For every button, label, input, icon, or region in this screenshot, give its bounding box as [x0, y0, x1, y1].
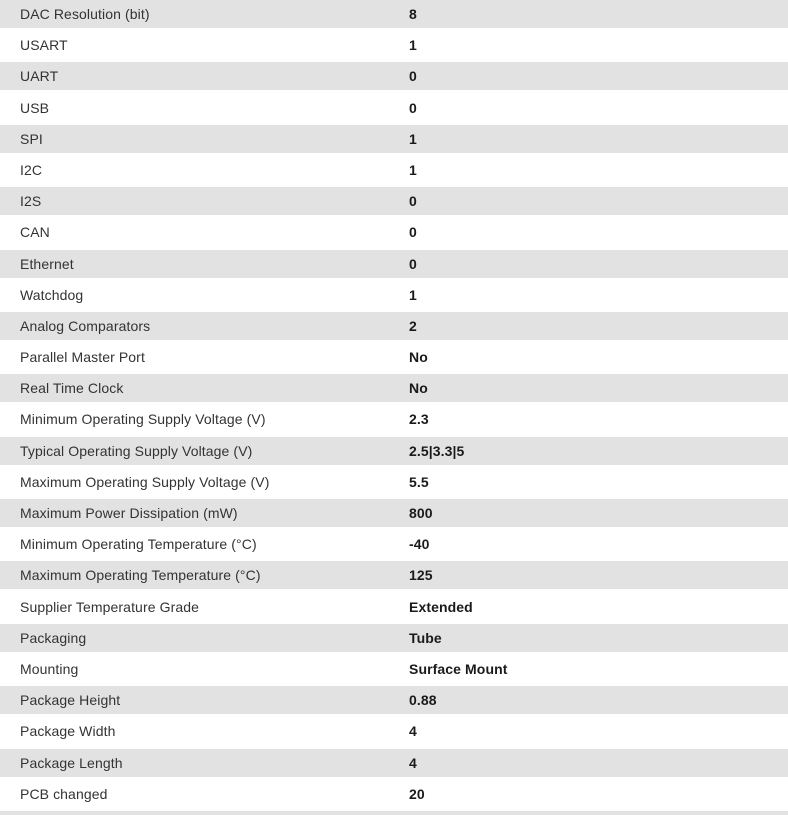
table-row [0, 31, 788, 59]
table-row [0, 468, 788, 496]
spec-label: Package Height [20, 692, 121, 709]
spec-label: Real Time Clock [20, 380, 124, 397]
spec-value: No [409, 380, 428, 397]
table-row [0, 405, 788, 433]
spec-value: 2.3 [409, 411, 429, 428]
spec-label: SPI [20, 130, 43, 147]
spec-value: 4 [409, 723, 417, 740]
table-row [0, 218, 788, 246]
table-row [0, 780, 788, 808]
spec-label: Packaging [20, 629, 87, 646]
spec-label: Minimum Operating Supply Voltage (V) [20, 411, 266, 428]
spec-label: Maximum Operating Supply Voltage (V) [20, 473, 270, 490]
table-row [0, 593, 788, 621]
spec-value: 2.5|3.3|5 [409, 442, 465, 459]
spec-label: DAC Resolution (bit) [20, 6, 150, 22]
table-row [0, 0, 788, 28]
spec-label: Maximum Power Dissipation (mW) [20, 505, 238, 521]
spec-label: Package Length [20, 754, 123, 771]
spec-value: 0 [409, 255, 417, 272]
table-row [0, 686, 788, 714]
spec-label: CAN [20, 224, 50, 241]
spec-label: I2S [20, 193, 42, 210]
spec-label: USART [20, 37, 68, 54]
spec-label: Minimum Operating Temperature (°C) [20, 536, 257, 553]
spec-label: PCB changed [20, 785, 108, 802]
spec-value: 8 [409, 6, 417, 22]
table-row [0, 655, 788, 683]
spec-label: Watchdog [20, 286, 84, 303]
spec-label: Supplier Temperature Grade [20, 598, 199, 615]
spec-value: 1 [409, 161, 417, 178]
table-row [0, 374, 788, 402]
spec-value: No [409, 349, 428, 366]
spec-value: 5.5 [409, 473, 429, 490]
table-row [0, 343, 788, 371]
spec-value: 1 [409, 37, 417, 54]
table-row [0, 749, 788, 777]
spec-value: 800 [409, 505, 433, 521]
table-row [0, 530, 788, 558]
table-row [0, 187, 788, 215]
spec-value: 0 [409, 193, 417, 210]
spec-value: Surface Mount [409, 660, 508, 677]
spec-label: I2C [20, 161, 43, 178]
spec-label: Ethernet [20, 255, 74, 272]
spec-value: 0.88 [409, 692, 437, 709]
spec-value: 125 [409, 567, 433, 584]
spec-label: Analog Comparators [20, 317, 151, 334]
spec-value: 1 [409, 286, 417, 303]
table-row [0, 250, 788, 278]
table-row [0, 156, 788, 184]
table-row [0, 94, 788, 122]
spec-label: USB [20, 99, 50, 116]
spec-value: 2 [409, 317, 417, 334]
table-row [0, 281, 788, 309]
table-row [0, 717, 788, 745]
table-row [0, 499, 788, 527]
spec-value: 4 [409, 754, 417, 771]
spec-value: 1 [409, 130, 417, 147]
spec-value: 0 [409, 99, 417, 116]
table-row [0, 125, 788, 153]
spec-label: Maximum Operating Temperature (°C) [20, 567, 261, 584]
spec-value: -40 [409, 536, 430, 553]
spec-value: Tube [409, 629, 442, 646]
spec-label: UART [20, 68, 59, 85]
spec-label: Mounting [20, 660, 79, 677]
spec-label: Typical Operating Supply Voltage (V) [20, 442, 253, 459]
spec-label: Package Width [20, 723, 116, 740]
spec-value: 20 [409, 785, 425, 802]
spec-value: 0 [409, 224, 417, 241]
table-row [0, 62, 788, 90]
table-row [0, 437, 788, 465]
partial-next-row [0, 811, 788, 815]
spec-value: 0 [409, 68, 417, 85]
table-row [0, 312, 788, 340]
table-row [0, 561, 788, 589]
table-row [0, 624, 788, 652]
spec-label: Parallel Master Port [20, 349, 145, 366]
spec-value: Extended [409, 598, 473, 615]
